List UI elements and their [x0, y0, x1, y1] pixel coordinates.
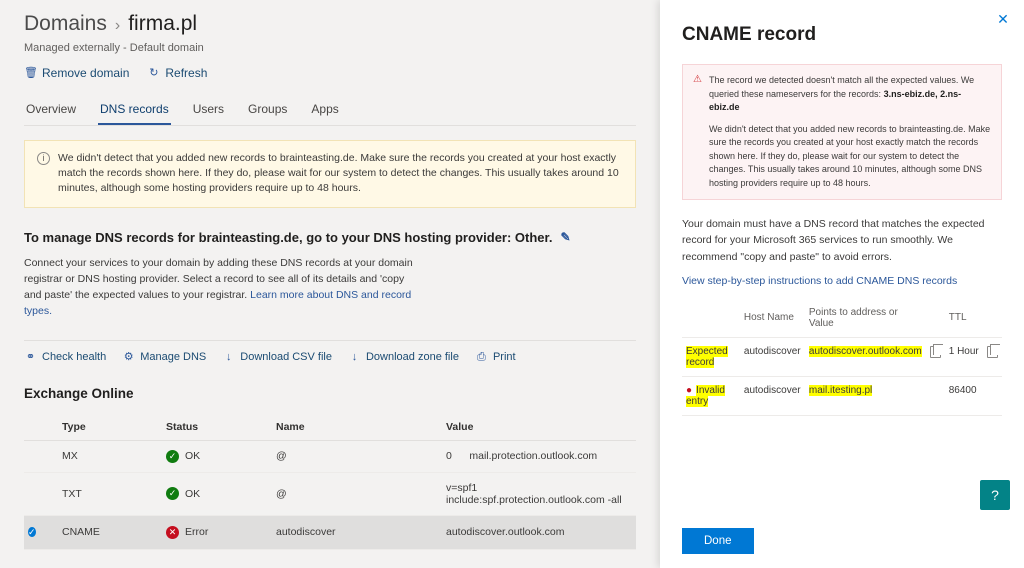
header-copy-ttl	[983, 303, 1002, 338]
row-status-label: OK	[185, 450, 201, 463]
status-ok-icon: ✓	[166, 450, 179, 463]
records-toolbar	[24, 340, 636, 364]
download-csv-button[interactable]	[222, 351, 332, 364]
invalid-ttl: 86400	[945, 376, 983, 415]
table-header-row	[24, 415, 636, 441]
header-record-label	[682, 303, 740, 338]
row-type: TXT	[58, 472, 162, 515]
row-value-text: mail.protection.outlook.com	[469, 450, 598, 463]
expected-value: autodiscover.outlook.com	[808, 345, 922, 357]
manage-dns-label: Manage DNS	[140, 351, 207, 364]
info-icon: i	[37, 152, 50, 165]
error-line-1	[709, 74, 991, 115]
dns-description	[24, 255, 424, 320]
checkmark-icon: ✓	[28, 526, 36, 537]
expected-value-cell	[805, 337, 926, 376]
manage-dns-button[interactable]	[122, 351, 206, 364]
health-icon: ⚭	[25, 350, 36, 363]
invalid-value: mail.itesting.pl	[808, 384, 873, 396]
table-row[interactable]	[24, 472, 636, 515]
table-row[interactable]	[24, 515, 636, 549]
print-label: Print	[492, 351, 516, 364]
row-select-cell[interactable]	[24, 440, 58, 472]
header-type[interactable]: Type	[58, 415, 162, 441]
panel-body	[660, 0, 1024, 520]
breadcrumb	[24, 12, 636, 36]
check-health-button[interactable]	[24, 351, 106, 364]
panel-footer	[660, 514, 1024, 568]
tab-groups[interactable]: Groups	[248, 102, 288, 116]
invalid-copy-ttl-cell	[983, 376, 1002, 415]
row-status	[162, 440, 272, 472]
copy-host-cell[interactable]	[926, 337, 945, 376]
refresh-button[interactable]	[147, 66, 207, 80]
remove-domain-button[interactable]	[24, 66, 129, 80]
download-icon: ↓	[351, 350, 358, 363]
tab-users[interactable]: Users	[192, 102, 225, 116]
nameservers-text: 3.ns-ebiz.de, 2.ns-ebiz.de	[708, 88, 962, 112]
gear-icon: ⚙	[123, 350, 134, 363]
tab-list	[24, 98, 636, 126]
download-icon: ↓	[226, 350, 232, 363]
header-select	[24, 415, 58, 441]
step-by-step-instructions-link[interactable]: View step-by-step instructions to add CNAME DNS records	[682, 274, 958, 287]
row-type: MX	[58, 440, 162, 472]
row-select-cell[interactable]	[24, 472, 58, 515]
page-title: firma.pl	[128, 12, 198, 35]
row-value-text: v=spf1 include:spf.protection.outlook.com -all	[446, 481, 622, 506]
dns-records-table	[24, 415, 636, 550]
refresh-icon: ↻	[149, 66, 159, 79]
download-csv-label: Download CSV file	[240, 351, 332, 364]
row-value	[442, 440, 636, 472]
row-name: autodiscover	[272, 515, 442, 549]
invalid-entry-label: Invalid entry	[686, 384, 725, 407]
remove-domain-label: Remove domain	[42, 66, 130, 80]
row-name: @	[272, 440, 442, 472]
header-host-name: Host Name	[740, 303, 805, 338]
info-message-bar	[24, 140, 636, 208]
status-ok-icon: ✓	[166, 487, 179, 500]
invalid-copy-host-cell	[926, 376, 945, 415]
print-icon: ⎙	[477, 350, 486, 363]
exchange-online-heading: Exchange Online	[24, 385, 134, 401]
error-line-2: We didn't detect that you added new records to brainteasting.de. Make sure the records you created at your host exactly match the records shown here. If they do, please wait for our system to detect the changes. This usually takes around 10 minutes, although some DNS hosting providers require up to 48 hours.	[708, 123, 991, 188]
row-select-cell[interactable]	[24, 515, 58, 549]
header-points-to: Points to address or Value	[805, 303, 926, 338]
copy-icon[interactable]	[987, 346, 998, 358]
tab-apps[interactable]: Apps	[311, 102, 339, 116]
download-zone-label: Download zone file	[365, 351, 459, 364]
tab-dns-records[interactable]: DNS records	[98, 98, 171, 125]
record-comparison-table	[682, 303, 1002, 416]
row-value: autodiscover.outlook.com	[442, 515, 636, 549]
help-icon[interactable]: ?	[980, 480, 1010, 510]
manage-dns-heading	[24, 230, 636, 245]
cname-record-panel	[660, 0, 1024, 568]
expected-record-label-cell	[682, 337, 740, 376]
pencil-icon[interactable]: ✎	[560, 230, 571, 245]
copy-icon[interactable]	[930, 346, 941, 358]
copy-ttl-cell[interactable]	[983, 337, 1002, 376]
download-zone-button[interactable]	[348, 351, 459, 364]
manage-dns-heading-text: To manage DNS records for brainteasting.de, go to your DNS hosting provider: Other.	[24, 229, 553, 245]
expected-record-label: Expected record	[686, 345, 728, 368]
tab-overview[interactable]: Overview	[26, 102, 77, 116]
panel-description: Your domain must have a DNS record that matches the expected record for your Microsoft 365 services to run smoothly. We recommend "copy and paste" to avoid errors.	[682, 218, 985, 263]
record-row-invalid	[682, 376, 1002, 415]
breadcrumb-separator: ›	[114, 17, 121, 34]
record-row-expected	[682, 337, 1002, 376]
breadcrumb-domains-link[interactable]: Domains	[24, 12, 107, 35]
invalid-host-name: autodiscover	[740, 376, 805, 415]
domain-subtitle: Managed externally - Default domain	[24, 42, 204, 54]
trash-icon: 🗑	[24, 66, 38, 79]
record-table-header-row	[682, 303, 1002, 338]
row-value	[442, 472, 636, 515]
refresh-label: Refresh	[165, 66, 208, 80]
close-icon[interactable]: ✕	[997, 11, 1009, 27]
expected-host-name: autodiscover	[740, 337, 805, 376]
row-name: @	[272, 472, 442, 515]
header-copy-host	[926, 303, 945, 338]
expected-ttl: 1 Hour	[945, 337, 983, 376]
error-line-1-text: The record we detected doesn't match all the expected values. We queried these nameservers for the records:	[708, 75, 975, 99]
learn-more-link[interactable]: Learn more about DNS and record types.	[24, 289, 412, 318]
row-status-label: OK	[185, 487, 201, 500]
row-status	[162, 472, 272, 515]
row-value-prefix: 0	[446, 450, 452, 463]
status-error-icon: ✕	[166, 526, 179, 539]
table-row[interactable]	[24, 440, 636, 472]
error-icon: ●	[686, 384, 693, 396]
command-bar	[24, 66, 636, 80]
header-ttl: TTL	[945, 303, 983, 338]
row-status	[162, 515, 272, 549]
row-type: CNAME	[58, 515, 162, 549]
header-status[interactable]: Status	[162, 415, 272, 441]
invalid-entry-label-cell	[682, 376, 740, 415]
warning-icon: ⚠	[693, 74, 702, 85]
panel-title: CNAME record	[682, 24, 817, 45]
dns-description-text: Connect your services to your domain by adding these DNS records at your domain registrar or DNS hosting provider. Select a record to see all of its details and 'copy and paste' the expected values to your registrar.	[24, 256, 413, 302]
info-message-text: We didn't detect that you added new records to brainteasting.de. Make sure the records you created at your host exactly match the records shown here. If they do, please wait for our system to detect the changes. This usually takes around 10 minutes, although some hosting providers require up to 48 hours.	[58, 152, 619, 195]
error-message-bar	[682, 64, 1002, 200]
invalid-value-cell	[805, 376, 926, 415]
header-value[interactable]: Value	[442, 415, 636, 441]
check-health-label: Check health	[42, 351, 107, 364]
done-button[interactable]: Done	[682, 528, 754, 554]
header-name[interactable]: Name	[272, 415, 442, 441]
row-status-label: Error	[185, 526, 209, 539]
print-button[interactable]	[475, 351, 516, 364]
error-message-content	[709, 74, 991, 190]
